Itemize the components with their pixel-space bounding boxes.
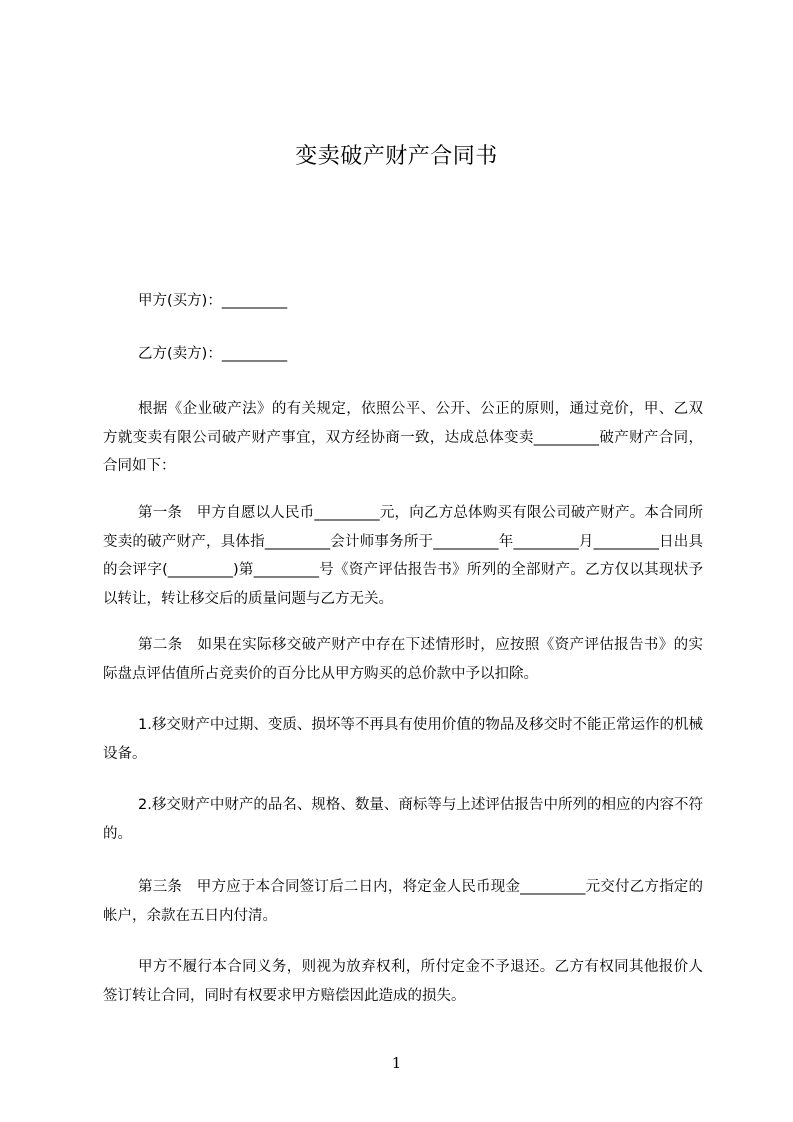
breach-paragraph: 甲方不履行本合同义务，则视为放弃权利，所付定金不予退还。乙方有权同其他报价人签订转让合同，同时有权要求甲方赔偿因此造成的损失。 [103, 959, 703, 1004]
article-3-paragraph: 第三条 甲方应于本合同签订后二日内，将定金人民币现金_________元交付乙方指定的帐户，余款在五日内付清。 [103, 879, 703, 924]
list-item-2: 2.移交财产中财产的品名、规格、数量、商标等与上述评估报告中所列的相应的内容不符的。 [103, 797, 703, 842]
page-title: 变卖破产财产合同书 [295, 144, 498, 169]
intro-paragraph: 根据《企业破产法》的有关规定，依照公平、公开、公正的原则，通过竞价，甲、乙双方就变卖有限公司破产财产事宜，双方经协商一致，达成总体变卖_________破产财产合同，合同如下： [103, 401, 703, 474]
article-1-paragraph: 第一条 甲方自愿以人民币_________元，向乙方总体购买有限公司破产财产。本合同所变卖的破产财产，具体指_________会计师事务所于_________年_________月_________日出具的会评字(_________)第_________号《资产评估报告书》所列的全部财产。乙方仅以其现状予以转让，转让移交后的质量问题与乙方无关。 [103, 505, 703, 607]
page-number: 1 [391, 1054, 402, 1072]
article-2-paragraph: 第二条 如果在实际移交破产财产中存在下述情形时，应按照《资产评估报告书》的实际盘点评估值所占竞卖价的百分比从甲方购买的总价款中予以扣除。 [103, 637, 703, 682]
party-b-line: 乙方(卖方)：_________ [138, 346, 288, 362]
party-a-line: 甲方(买方)：_________ [138, 293, 288, 309]
list-item-1: 1.移交财产中过期、变质、损坏等不再具有使用价值的物品及移交时不能正常运作的机械设备。 [103, 717, 703, 762]
